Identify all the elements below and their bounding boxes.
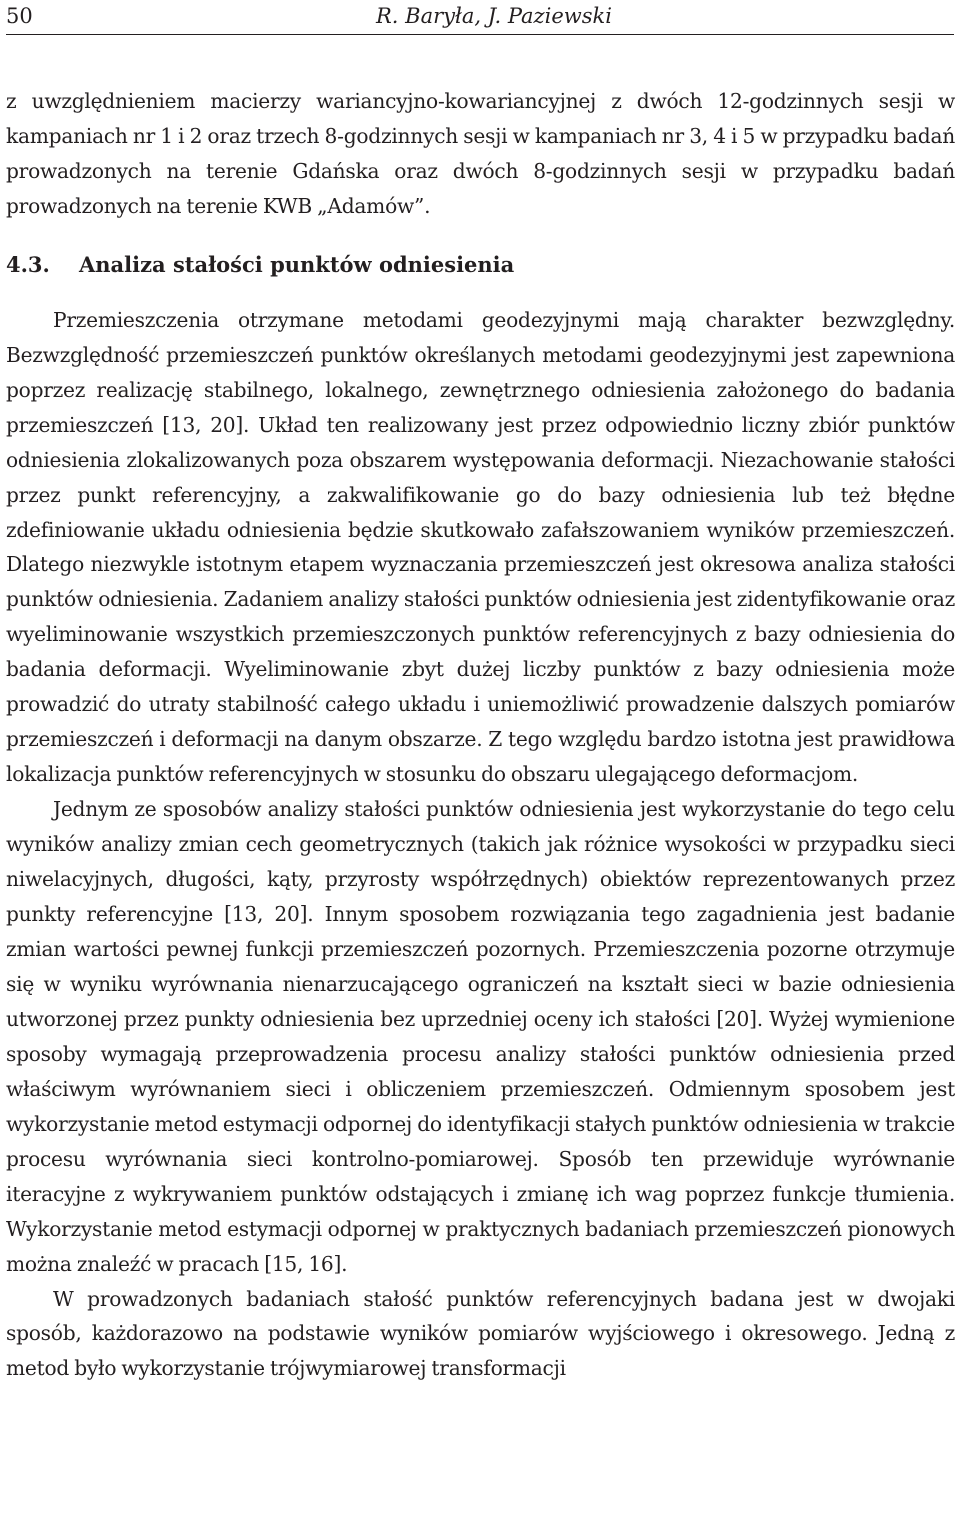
running-title-authors: R. Baryła, J. Paziewski: [376, 4, 612, 28]
section-title: Analiza stałości punktów odniesienia: [79, 251, 515, 277]
section-number: 4.3.: [6, 251, 50, 277]
running-header: [6, 0, 954, 35]
section-heading: [6, 248, 955, 282]
page-number: 50: [6, 4, 33, 28]
intro-paragraph: z uwzględnieniem macierzy wariancyjno-kowariancyjnej z dwóch 12-godzinnych sesji w kampaniach nr 1 i 2 oraz trzech 8-godzinnych sesji w kampaniach nr 3, 4 i 5 w przypadku badań prowadzonych na terenie Gdańska oraz dwóch 8-godzinnych sesji w przypadku badań prowadzonych na terenie KWB „Adamów”.: [6, 89, 955, 218]
body-text: [6, 84, 955, 1386]
paragraph-conducted-research: W prowadzonych badaniach stałość punktów referencyjnych badana jest w dwojaki sposób, każdorazowo na podstawie wyników pomiarów wyjściowego i okresowego. Jedną z metod było wykorzystanie trójwymiarowej transformacji: [6, 1286, 955, 1381]
paragraph-reference-stability: Przemieszczenia otrzymane metodami geodezyjnymi mają charakter bezwzględny. Bezwzględność przemieszczeń punktów określanych metodami geodezyjnymi jest zapewniona poprzez realizację stabilnego, lokalnego, zewnętrznego odniesienia założonego do badania przemieszczeń [13, 20]. Układ ten realizowany jest przez odpowiednio liczny zbiór punktów odniesienia zlokalizowanych poza obszarem występowania deformacji. Niezachowanie stałości przez punkt referencyjny, a zakwalifikowanie go do bazy odniesienia lub też błędne zdefiniowanie układu odniesienia będzie skutkowało zafałszowaniem wyników przemieszczeń. Dlatego niezwykle istotnym etapem wyznaczania przemieszczeń jest okresowa analiza stałości punktów odniesienia. Zadaniem analizy stałości punktów odniesienia jest zidentyfikowanie oraz wyeliminowanie wszystkich przemieszczonych punktów referencyjnych z bazy odniesienia do badania deformacji. Wyeliminowanie zbyt dużej liczby punktów z bazy odniesienia może prowadzić do utraty stabilność całego układu i uniemożliwić prowadzenie dalszych pomiarów przemieszczeń i deformacji na danym obszarze. Z tego względu bardzo istotna jest prawidłowa lokalizacja punktów referencyjnych w stosunku do obszaru ulegającego deformacjom.: [6, 307, 955, 787]
paragraph-analysis-methods: Jednym ze sposobów analizy stałości punktów odniesienia jest wykorzystanie do tego celu wyników analizy zmian cech geometrycznych (takich jak różnice wysokości w przypadku sieci niwelacyjnych, długości, kąty, przyrosty współrzędnych) obiektów reprezentowanych przez punkty referencyjne [13, 20]. Innym sposobem rozwiązania tego zagadnienia jest badanie zmian wartości pewnej funkcji przemieszczeń pozornych. Przemieszczenia pozorne otrzymuje się w wyniku wyrównania nienarzucającego ograniczeń na kształt sieci w bazie odniesienia utworzonej przez punkty odniesienia bez uprzedniej oceny ich stałości [20]. Wyżej wymienione sposoby wymagają przeprowadzenia procesu analizy stałości punktów odniesienia przed właściwym wyrównaniem sieci i obliczeniem przemieszczeń. Odmiennym sposobem jest wykorzystanie metod estymacji odpornej do identyfikacji stałych punktów odniesienia w trakcie procesu wyrównania sieci kontrolno-pomiarowej. Sposób ten przewiduje wyrównanie iteracyjne z wykrywaniem punktów odstających i zmianę ich wag poprzez funkcje tłumienia. Wykorzystanie metod estymacji odpornej w praktycznych badaniach przemieszczeń pionowych można znaleźć w pracach [15, 16].: [6, 797, 955, 1276]
